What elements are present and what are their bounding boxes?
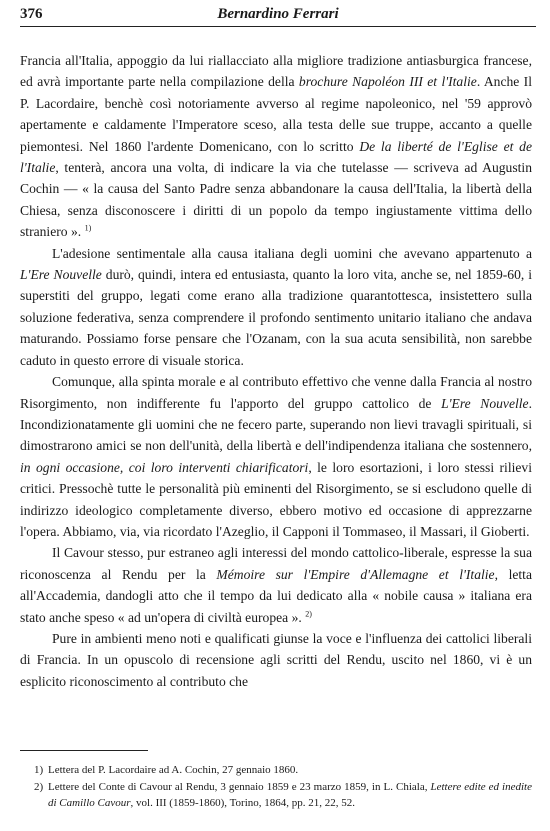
work-title: brochure Napoléon III et l'Italie <box>298 74 477 90</box>
footnote-divider <box>20 750 148 751</box>
paragraph-2 <box>20 243 532 371</box>
text-segment: Comunque, alla spinta morale e al contributo effettivo che venne dalla Francia al nostro Risorgimento, non indifferente fu l'apporto del gruppo cattolico de <box>20 374 532 411</box>
footnotes <box>20 762 532 812</box>
footnote-text: Lettera del P. Lacordaire ad A. Cochin, 27 gennaio 1860. <box>48 764 299 776</box>
paragraph-1 <box>20 50 532 243</box>
footnote-ref-1: 1) <box>84 223 92 233</box>
footnote-2 <box>20 779 532 812</box>
work-title: Mémoire sur l'Empire d'Allemagne et l'Italie <box>216 566 495 582</box>
footnote-ref-2: 2) <box>305 609 312 619</box>
footnote-mark: 2) <box>34 780 44 793</box>
text-segment: L'adesione sentimentale alla causa italiana degli uomini che avevano appartenuto a <box>52 245 532 261</box>
paragraph-3 <box>20 371 532 542</box>
text-segment: Pure in ambienti meno noti e qualificati giunse la voce e l'influenza dei cattolici liberali di Francia. In un opuscolo di recensione agli scritti del Rendu, uscito nel 1860, vi è un esplicito riconoscimento al contributo che <box>20 630 532 689</box>
running-header <box>20 6 536 27</box>
text-segment: Il Cavour stesso, pur estraneo agli interessi del mondo cattolico-liberale, espresse la sua riconoscenza al Rendu per la <box>20 545 532 582</box>
footnote-1 <box>20 762 532 779</box>
text-segment: Francia all'Italia, appoggio da lui riallacciato alla migliore tradizione antiasburgica francese, ed avrà importante parte nella compilazione della <box>20 53 532 90</box>
work-title: Lettere edite ed inedite di Camillo Cavour <box>48 780 532 809</box>
text-segment: , tenterà, ancora una volta, di indicare la via che tutelasse — scriveva ad Augustin Cochin — « la causa del Santo Padre senza abbandonare la causa dell'Italia, la libertà della Chiesa, senza disconoscere i diritti di un popolo da tempo ingiustamente vittima dello straniero ». <box>20 160 532 240</box>
text-segment: durò, quindi, intera ed entusiasta, quanto la loro vita, anche se, nel 1859-60, i superstiti del gruppo, legati come erano alla tradizione quarantottesca, insistettero sulla soluzione federativa, senza comprendere il profondo sentimento unitario italiano che andava maturando. Possiamo forse pensare che l'Ozanam, con la sua acuta sensibilità, non sarebbe caduto in questo errore di visuale storica. <box>20 267 533 368</box>
emphasis: in ogni occasione, coi loro interventi chiarificatori <box>20 459 309 475</box>
work-title: L'Ere Nouvelle <box>20 267 102 283</box>
body-text <box>20 50 532 692</box>
paragraph-4 <box>20 542 532 628</box>
work-title: De la liberté de l'Eglise et de l'Italie <box>20 138 532 176</box>
footnote-mark: 1) <box>34 764 44 776</box>
page-number: 376 <box>20 6 43 22</box>
footnote-text: Lettere del Conte di Cavour al Rendu, 3 gennaio 1859 e 23 marzo 1859, in L. Chiala, <box>48 780 431 793</box>
text-segment: , le loro esortazioni, i loro stessi rilievi critici. Pressochè tutte le personalità più eminenti del Risorgimento, se si escludono quelle di indirizzo ideologico completamente diverso, ebbero motivo ed occasione di apprezzarne l'opera. Abbiamo, via, via ricordato l'Azeglio, il Capponi il Tommaseo, il Massari, il Gioberti. <box>20 459 532 539</box>
running-title: Bernardino Ferrari <box>217 6 339 22</box>
text-segment: . Anche Il P. Lacordaire, benchè così notoriamente avverso al regime napoleonico, nel '59 approvò apertamente e caldamente l'Imperatore sceso, alla testa delle sue truppe, accanto a quelle piemontesi. Nel 1860 l'ardente Domenicano, con lo scritto <box>20 74 532 154</box>
text-segment: , letta all'Accademia, dandogli atto che il tempo da lui dedicato alla « nobile causa » italiana era stato anche speso « ad un'opera di civiltà europea ». <box>20 566 532 625</box>
footnote-text: , vol. III (1859-1860), Torino, 1864, pp. 21, 22, 52. <box>130 797 356 809</box>
work-title: L'Ere Nouvelle <box>441 395 529 411</box>
paragraph-5 <box>20 628 532 692</box>
text-segment: . Incondizionatamente gli uomini che ne fecero parte, superando non lievi travagli spirituali, si dimostrarono amici se non dell'unità, della libertà e dell'indipendenza italiana che sostennero, <box>20 395 532 454</box>
